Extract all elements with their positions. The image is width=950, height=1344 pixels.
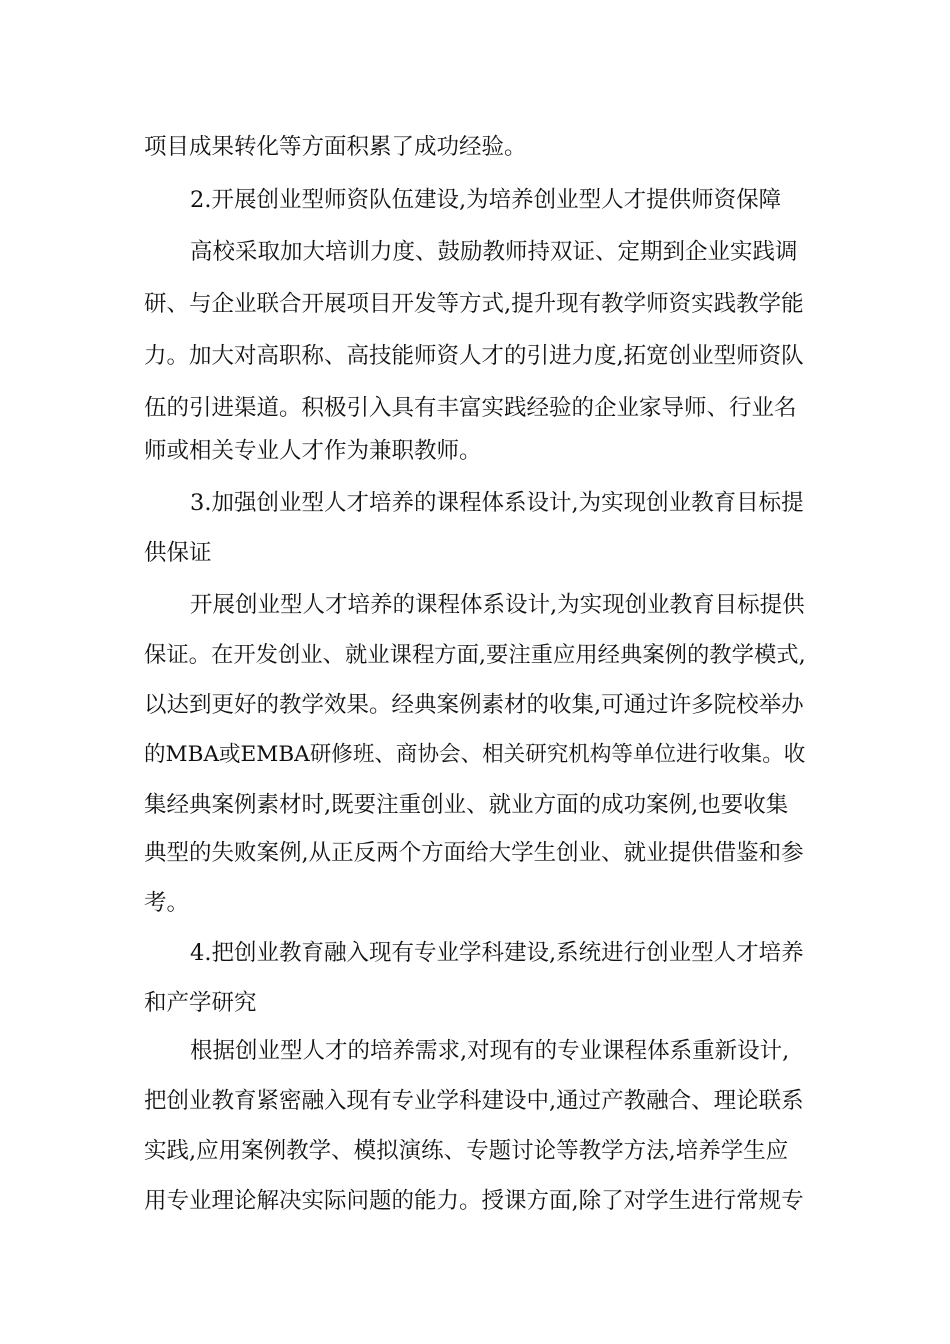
text-line: 项目成果转化等方面积累了成功经验。 xyxy=(144,134,527,160)
text-line: 力。加大对高职称、高技能师资人才的引进力度,拓宽创业型师资队 xyxy=(144,343,804,369)
section-heading: 3.加强创业型人才培养的课程体系设计,为实现创业教育目标提 xyxy=(190,490,804,516)
text-line: 研、与企业联合开展项目开发等方式,提升现有教学师资实践教学能 xyxy=(144,291,804,317)
text-line: 以达到更好的教学效果。经典案例素材的收集,可通过许多院校举办 xyxy=(144,692,804,718)
text-line: 把创业教育紧密融入现有专业学科建设中,通过产教融合、理论联系 xyxy=(144,1088,804,1114)
text-line: 伍的引进渠道。积极引入具有丰富实践经验的企业家导师、行业名 xyxy=(144,395,797,421)
section-heading: 4.把创业教育融入现有专业学科建设,系统进行创业型人才培养 xyxy=(190,940,804,966)
text-line: 师或相关专业人才作为兼职教师。 xyxy=(144,438,482,464)
text-line: 实践,应用案例教学、模拟演练、专题讨论等教学方法,培养学生应 xyxy=(144,1138,789,1164)
text-line: 典型的失败案例,从正反两个方面给大学生创业、就业提供借鉴和参 xyxy=(144,840,804,866)
text-line: 根据创业型人才的培养需求,对现有的专业课程体系重新设计, xyxy=(190,1038,790,1064)
text-line: 考。 xyxy=(144,890,190,916)
text-line: 的MBA或EMBA研修班、商协会、相关研究机构等单位进行收集。收 xyxy=(144,742,806,767)
text-line: 保证。在开发创业、就业课程方面,要注重应用经典案例的教学模式, xyxy=(144,642,806,668)
text-line: 高校采取加大培训力度、鼓励教师持双证、定期到企业实践调 xyxy=(190,239,798,265)
section-heading: 2.开展创业型师资队伍建设,为培养创业型人才提供师资保障 xyxy=(190,187,782,213)
section-heading: 和产学研究 xyxy=(144,990,257,1016)
section-heading: 供保证 xyxy=(144,540,212,566)
text-line: 开展创业型人才培养的课程体系设计,为实现创业教育目标提供 xyxy=(190,592,805,618)
text-line: 集经典案例素材时,既要注重创业、就业方面的成功案例,也要收集 xyxy=(144,792,789,818)
text-line: 用专业理论解决实际问题的能力。授课方面,除了对学生进行常规专 xyxy=(144,1188,804,1214)
